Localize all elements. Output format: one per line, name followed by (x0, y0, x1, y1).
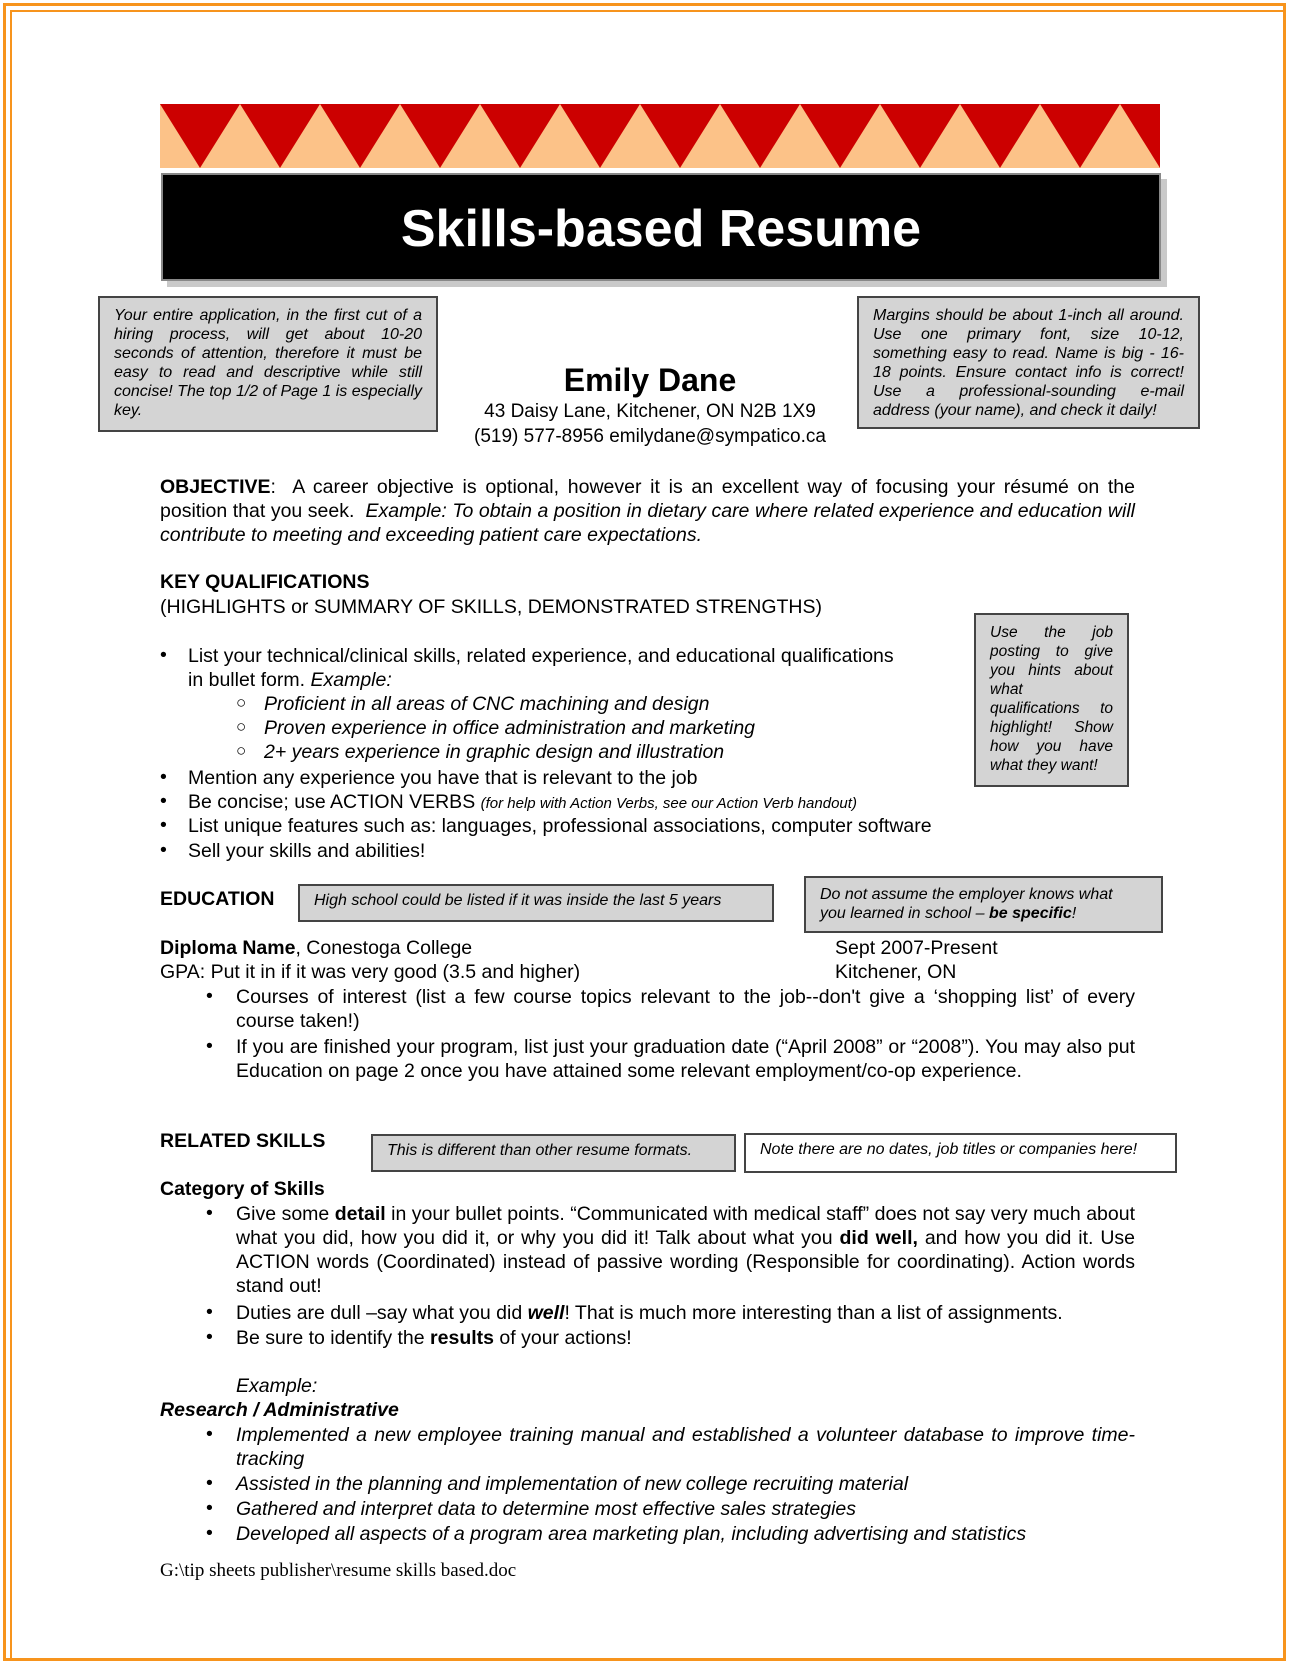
bullet-icon: • (160, 814, 167, 836)
skills-bullet-3-b: of your actions! (499, 1327, 632, 1349)
skills-bullet-1-did-well: did well, (839, 1227, 918, 1249)
skills-bullet-2-b: ! That is much more interesting than a list of assignments. (564, 1302, 1063, 1324)
note-job-posting-text: Use the job posting to give you hints about what qualifications to highlight! Show how you have what they want! (990, 624, 1113, 774)
objective-label: OBJECTIVE (160, 476, 271, 498)
example-item-text: Developed all aspects of a program area marketing plan, including advertising and statistics (236, 1523, 1027, 1545)
bullet-icon: • (206, 1497, 213, 1519)
skills-bullet-3-a: Be sure to identify the (236, 1327, 425, 1349)
triangle-banner (160, 104, 1160, 168)
kq-sub-text: 2+ years experience in graphic design and illustration (264, 741, 725, 763)
bullet-icon: • (160, 644, 167, 666)
page-title: Skills-based Resume (400, 200, 922, 258)
objective-example: Example: To obtain a position in dietary care where related experience and education will contribute to meeting and exceeding patient care expectations. (160, 500, 1135, 546)
education-heading: EDUCATION (160, 888, 275, 910)
skills-bullet-1-c: and how you did it. Use ACTION words (Coordinated) instead of passive wording (Responsible for coordinating). Action words stand out! (236, 1227, 1136, 1297)
bullet-icon: • (206, 1202, 213, 1224)
skills-bullet-3 (236, 1326, 632, 1350)
note-no-dates (744, 1133, 1177, 1173)
note-job-posting (974, 613, 1129, 787)
kq-sub-text: Proven experience in office administration and marketing (264, 717, 756, 739)
kq-sub-item (264, 740, 724, 764)
note-margins (857, 296, 1200, 429)
file-path-footer: G:\tip sheets publisher\resume skills based.doc (160, 1560, 517, 1581)
bullet-icon: • (206, 1035, 213, 1057)
related-skills-heading: RELATED SKILLS (160, 1130, 326, 1152)
kq-bullet-3-text: Be concise; use ACTION VERBS (188, 791, 476, 813)
bullet-icon: • (206, 1326, 213, 1348)
note-margins-text: Margins should be about 1-inch all around. Use one primary font, size 10-12, something easy to read. Name is big - 16-18 points. Ensure contact info is correct! Use a professional-sounding e-mail address (your name), and check it daily! (873, 307, 1184, 419)
title-bar (161, 173, 1161, 281)
example-label-text: Example: (236, 1375, 318, 1397)
bullet-icon: • (206, 985, 213, 1007)
candidate-name: Emily Dane (563, 362, 737, 398)
note-be-specific-text-b: you learned in school – (820, 905, 985, 922)
skills-bullet-2 (236, 1301, 1063, 1325)
gpa-line: GPA: Put it in if it was very good (3.5 and higher) (160, 961, 581, 983)
note-be-specific-text-a: Do not assume the employer knows what (820, 886, 1113, 903)
circle-bullet-icon: ○ (236, 741, 247, 760)
kq-bullet-4: List unique features such as: languages, professional associations, computer software (188, 815, 932, 837)
note-first-cut-text: Your entire application, in the first cut of a hiring process, will get about 10-20 seconds of attention, therefore it must be easy to read and descriptive while still concise! The top 1/2 of Page 1 is especially key. (114, 307, 422, 419)
kq-bullet-3-note: (for help with Action Verbs, see our Action Verb handout) (480, 795, 857, 812)
kq-sub-text: Proficient in all areas of CNC machining and design (264, 693, 710, 715)
bullet-icon: • (206, 1472, 213, 1494)
circle-bullet-icon: ○ (236, 693, 247, 712)
diploma-line (160, 936, 472, 960)
note-high-school-text: High school could be listed if it was inside the last 5 years (314, 892, 722, 909)
skills-bullet-1 (236, 1202, 1135, 1298)
education-dates: Sept 2007-Present (835, 937, 998, 959)
bullet-icon: • (206, 1522, 213, 1544)
example-item (236, 1497, 856, 1521)
example-label (236, 1374, 317, 1398)
edu-bullet-2: If you are finished your program, list just your graduation date (“April 2008” or “2008”). You may also put Education on page 2 once you have attained some relevant employment/co-op experience. (236, 1036, 1135, 1082)
kq-sub-item (264, 716, 755, 740)
note-no-dates-text: Note there are no dates, job titles or companies here! (760, 1141, 1138, 1158)
kq-sub-item (264, 692, 709, 716)
diploma-college: , Conestoga College (295, 937, 473, 959)
key-qualifications-heading: KEY QUALIFICATIONS (160, 571, 370, 593)
skills-bullet-1-a: Give some (236, 1203, 330, 1225)
note-be-specific-bold: be specific (989, 905, 1072, 922)
example-item-text: Gathered and interpret data to determine most effective sales strategies (236, 1498, 857, 1520)
diploma-name: Diploma Name (160, 937, 296, 959)
bullet-icon: • (206, 1423, 213, 1445)
skills-bullet-1-detail: detail (334, 1203, 386, 1225)
kq-bullet-5: Sell your skills and abilities! (188, 840, 426, 862)
bullet-icon: • (160, 839, 167, 861)
bullet-icon: • (206, 1301, 213, 1323)
key-qualifications-subheading: (HIGHLIGHTS or SUMMARY OF SKILLS, DEMONSTRATED STRENGTHS) (160, 596, 823, 618)
contact-phone-email: (519) 577-8956 emilydane@sympatico.ca (474, 426, 826, 447)
kq-bullet-1a: List your technical/clinical skills, related experience, and educational qualifications (188, 645, 894, 667)
example-item (236, 1522, 1026, 1546)
note-be-specific (804, 876, 1163, 933)
example-heading (160, 1398, 399, 1422)
skills-bullet-1-b: in your bullet points. “Communicated with medical staff” does not say very much about what you did, how you did it, or why you did it! Talk about what you (236, 1203, 1136, 1249)
category-of-skills: Category of Skills (160, 1178, 325, 1200)
bullet-icon: • (160, 790, 167, 812)
example-heading-text: Research / Administrative (160, 1399, 399, 1421)
note-first-cut (98, 296, 438, 432)
example-item (236, 1423, 1135, 1471)
bullet-icon: • (160, 766, 167, 788)
example-item (236, 1472, 908, 1496)
kq-bullet-2: Mention any experience you have that is relevant to the job (188, 767, 698, 789)
edu-bullet-1: Courses of interest (list a few course topics relevant to the job--don't give a ‘shopping list’ of every course taken!) (236, 986, 1135, 1032)
skills-bullet-2-well: well (527, 1302, 565, 1324)
note-different-format (371, 1134, 736, 1172)
note-different-format-text: This is different than other resume formats. (387, 1142, 693, 1159)
objective-text: A career objective is optional, however it is an excellent way of focusing your résumé on the position that you seek. (160, 476, 1135, 522)
note-high-school (298, 884, 774, 922)
kq-bullet-3 (188, 790, 857, 816)
skills-bullet-2-a: Duties are dull –say what you did (236, 1302, 523, 1324)
kq-bullet-1b-text: in bullet form. (188, 669, 306, 691)
kq-bullet-1b (188, 668, 392, 692)
circle-bullet-icon: ○ (236, 717, 247, 736)
contact-address: 43 Daisy Lane, Kitchener, ON N2B 1X9 (484, 401, 816, 422)
kq-bullet-1-example-label: Example: (310, 669, 392, 691)
example-item-text: Implemented a new employee training manual and established a volunteer database to improve time-tracking (236, 1424, 1135, 1470)
education-location: Kitchener, ON (835, 961, 957, 983)
skills-bullet-3-results: results (430, 1327, 494, 1349)
objective-section: OBJECTIVE: A career objective is optional, however it is an excellent way of focusing your résumé on the position that you seek. Example: To obtain a position in dietary care where related experience and education will contribute to meeting and exceeding patient care expectations. (160, 476, 1135, 546)
example-item-text: Assisted in the planning and implementation of new college recruiting material (236, 1473, 909, 1495)
note-be-specific-end: ! (1071, 905, 1077, 922)
